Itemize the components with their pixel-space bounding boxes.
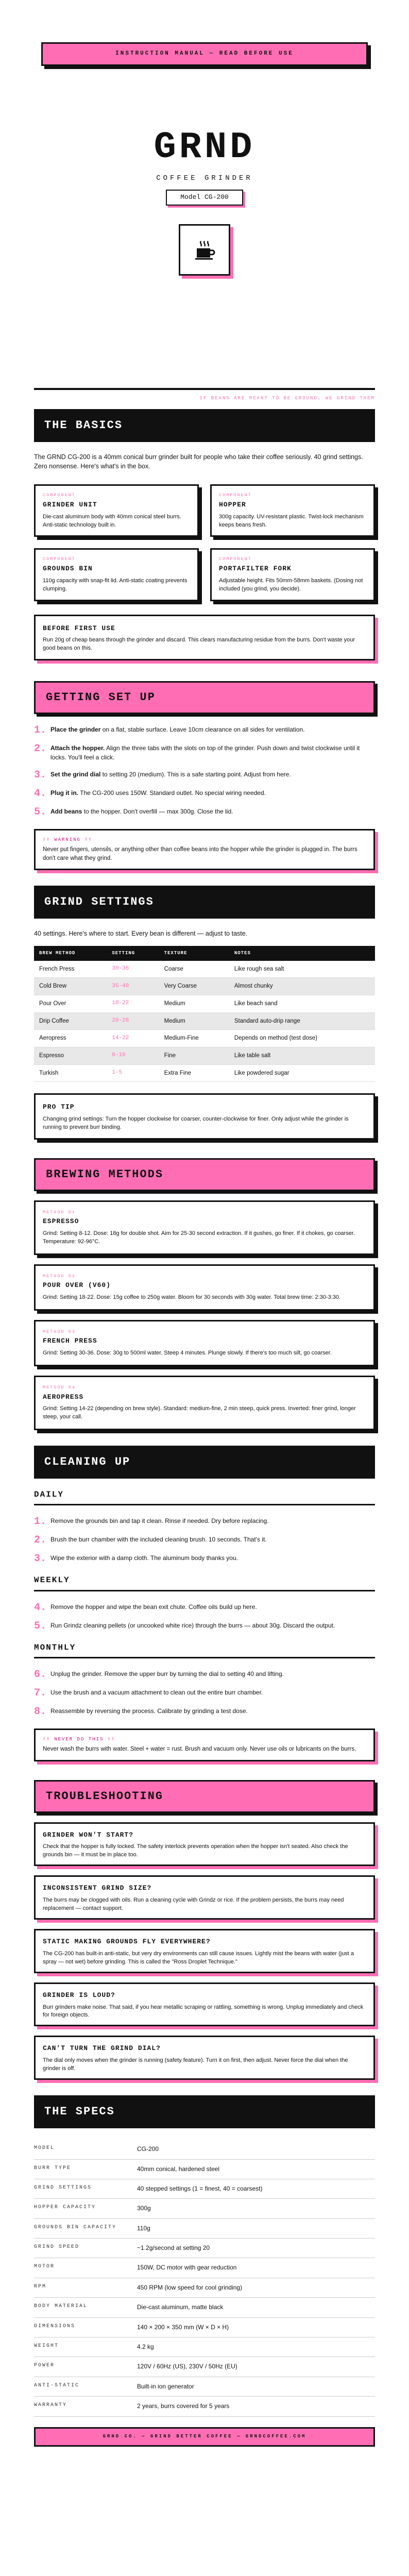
brand-logo: GRND [154,126,255,168]
never-do-box: !! NEVER DO THIS !! Never wash the burrs with water. Steel + water = rust. Brush and vacuum only. Never use oils or lubricants on the burrs. [34,1728,375,1761]
list-item: 3. Set the grind dial to setting 20 (medium). This is a safe starting point. Adjust from here. [34,769,291,781]
specs-list [34,2140,375,2416]
first-use-note: BEFORE FIRST USE Run 20g of cheap beans through the grinder and discard. This clears manufacturing residue from the burrs. Don't waste your good beans on this. [34,615,375,661]
section-specs: THE SPECS [34,2095,375,2128]
cleaning-weekly-heading: WEEKLY [34,1574,375,1591]
spec-row: POWER 120V / 60Hz (US), 230V / 50Hz (EU) [34,2357,375,2377]
component-card: COMPONENT GROUNDS BIN 110g capacity with snap-fit lid. Anti-static coating prevents clumping. [34,548,199,601]
method-card: METHOD 04 AEROPRESS Grind: Setting 14-22 (depending on brew style). Standard: medium-fine, 2 min steep, quick press. Inverted: finer grind, longer steep, your call. [34,1376,375,1430]
method-card: METHOD 01 ESPRESSO Grind: Setting 8-12. Dose: 18g for double shot. Aim for 25-30 second extraction. If it gushes, go finer. If it chokes, go coarser. Temperature: 92-96°C. [34,1200,375,1255]
section-setup: GETTING SET UP [34,681,375,714]
list-item: 1. Place the grinder on a flat, stable surface. Leave 10cm clearance on all sides for ventilation. [34,724,305,737]
component-card: COMPONENT GRINDER UNIT Die-cast aluminum body with 40mm conical steel burrs. Anti-static technology built in. [34,484,199,537]
footer-banner: GRND CO. — GRIND BETTER COFFEE — GRNDCOFFEE.COM [34,2427,375,2447]
table-row: Turkish 1-5 Extra Fine Like powdered sugar [34,1064,375,1082]
spec-row: HOPPER CAPACITY 300g [34,2199,375,2218]
grind-table: BREW METHOD SETTING TEXTURE NOTES French Press 30-36 Coarse Like rough sea salt Cold Brew 35-40 Very Coarse Almost chunky Pour Over 18-22 Medium Like beach sand Drip Coffee 20-28 Medium Standard auto-drip range Aeropress 14-22 Medium-Fine Depends on method (test dose) Espresso 6-10 Fine Like table salt Turkish 1-5 Extra Fine Like powdered sugar [34,946,375,1082]
pro-tip: PRO TIP Changing grind settings: Turn the hopper clockwise for coarser, counter-clockwise for finer. Only adjust while the grinder is running to prevent burr binding. [34,1093,375,1140]
banner-text: INSTRUCTION MANUAL — READ BEFORE USE [115,50,294,57]
brand-subtitle: COFFEE GRINDER [156,174,253,182]
faq-item: STATIC MAKING GROUNDS FLY EVERYWHERE? The CG-200 has built-in anti-static, but very dry environments can still cause issues. Lightly mist the beans with water (just a spray — not wet) before grinding. This is called the "Ross Droplet Technique." [34,1929,375,1973]
model-badge: Model CG-200 [166,190,243,206]
faq-item: INCONSISTENT GRIND SIZE? The burrs may be clogged with oils. Run a cleaning cycle with Grindz or rice. If the problem persists, the burrs may need replacement — contact support. [34,1875,375,1920]
section-troubleshooting: TROUBLESHOOTING [34,1780,375,1813]
list-item: 2. Attach the hopper. Align the three tabs with the slots on top of the grinder. Push down and twist clockwise until it locks. You'll feel a click. [34,743,360,761]
coffee-cup-icon [179,224,230,276]
cleaning-monthly-heading: MONTHLY [34,1642,375,1658]
faq-item: GRINDER WON'T START? Check that the hopper is fully locked. The safety interlock prevents operation when the hopper isn't seated. Also check the grounds bin — it must be in place too. [34,1822,375,1867]
spec-row: WARRANTY 2 years, burrs covered for 5 years [34,2397,375,2416]
basics-intro: The GRND CG-200 is a 40mm conical burr grinder built for people who take their coffee seriously. 40 grind settings. Zero nonsense. Here's what's in the box. [34,453,363,470]
spec-row: BURR TYPE 40mm conical, hardened steel [34,2160,375,2179]
spec-row: BODY MATERIAL Die-cast aluminum, matte black [34,2298,375,2317]
spec-row: RPM 450 RPM (low speed for cool grinding) [34,2278,375,2298]
top-banner [41,42,368,66]
settings-intro: 40 settings. Here's where to start. Every bean is different — adjust to taste. [34,930,248,938]
section-methods: BREWING METHODS [34,1158,375,1191]
list-item: 7. Use the brush and a vacuum attachment to clean out the entire burr chamber. [34,1687,263,1699]
tagline: IF BEANS ARE MEANT TO BE GROUND, WE GRIND THEM [199,396,375,401]
table-row: Pour Over 18-22 Medium Like beach sand [34,995,375,1012]
divider [34,388,375,390]
section-cleaning: CLEANING UP [34,1446,375,1479]
list-item: 5. Add beans to the hopper. Don't overfill — max 300g. Close the lid. [34,806,233,818]
list-item: 5. Run Grindz cleaning pellets (or uncooked white rice) through the burrs — about 30g. Discard the output. [34,1620,335,1632]
list-item: 8. Reassemble by reversing the process. Calibrate by grinding a test dose. [34,1705,248,1718]
spec-row: GRIND SPEED ~1.2g/second at setting 20 [34,2239,375,2258]
component-card: COMPONENT PORTAFILTER FORK Adjustable height. Fits 50mm-58mm baskets. (Dosing not included (you grind, you decide). [210,548,375,601]
list-item: 4. Plug it in. The CG-200 uses 150W. Standard outlet. No special wiring needed. [34,788,266,800]
method-card: METHOD 02 POUR OVER (V60) Grind: Setting 18-22. Dose: 15g coffee to 250g water. Bloom for 30 seconds with 30g water. Total brew time: 2:30-3:30. [34,1264,375,1311]
spec-row: GROUNDS BIN CAPACITY 110g [34,2219,375,2239]
spec-row: MODEL CG-200 [34,2140,375,2159]
section-basics: THE BASICS [34,409,375,442]
spec-row: GRIND SETTINGS 40 stepped settings (1 = finest, 40 = coarsest) [34,2179,375,2199]
spec-row: DIMENSIONS 140 × 200 × 350 mm (W × D × H) [34,2318,375,2337]
list-item: 2. Brush the burr chamber with the included cleaning brush. 10 seconds. That's it. [34,1534,267,1547]
list-item: 6. Unplug the grinder. Remove the upper burr by turning the dial to setting 40 and lifting. [34,1668,284,1681]
faq-item: GRINDER IS LOUD? Burr grinders make noise. That said, if you hear metallic scraping or rattling, something is wrong. Unplug immediately and check for foreign objects. [34,1982,375,2027]
list-item: 4. Remove the hopper and wipe the bean exit chute. Coffee oils build up here. [34,1601,257,1614]
table-row: Drip Coffee 20-28 Medium Standard auto-drip range [34,1012,375,1030]
method-card: METHOD 03 FRENCH PRESS Grind: Setting 30-36. Dose: 30g to 500ml water. Steep 4 minutes. Plunge slowly. If there's too much silt, go coarser. [34,1320,375,1366]
spec-row: WEIGHT 4.2 kg [34,2337,375,2357]
table-row: Aeropress 14-22 Medium-Fine Depends on method (test dose) [34,1030,375,1047]
list-item: 3. Wipe the exterior with a damp cloth. The aluminum body thanks you. [34,1553,238,1565]
spec-row: MOTOR 150W, DC motor with gear reduction [34,2258,375,2278]
faq-item: CAN'T TURN THE GRIND DIAL? The dial only moves when the grinder is running (safety feature). Turn it on first, then adjust. Never force the dial when the grinder is off. [34,2036,375,2080]
table-row: French Press 30-36 Coarse Like rough sea salt [34,961,375,978]
spec-row: ANTI-STATIC Built-in ion generator [34,2377,375,2397]
warning-box: !! WARNING !! Never put fingers, utensils, or anything other than coffee beans into the hopper while the grinder is plugged in. The burrs don't care what they grind. [34,829,375,870]
setup-steps [34,725,375,818]
component-card: COMPONENT HOPPER 300g capacity. UV-resistant plastic. Twist-lock mechanism keeps beans fresh. [210,484,375,537]
table-row: Cold Brew 35-40 Very Coarse Almost chunky [34,978,375,995]
section-settings: GRIND SETTINGS [34,886,375,919]
cleaning-daily-heading: DAILY [34,1489,375,1505]
table-row: Espresso 6-10 Fine Like table salt [34,1047,375,1064]
list-item: 1. Remove the grounds bin and tap it clean. Rinse if needed. Dry before replacing. [34,1516,269,1528]
